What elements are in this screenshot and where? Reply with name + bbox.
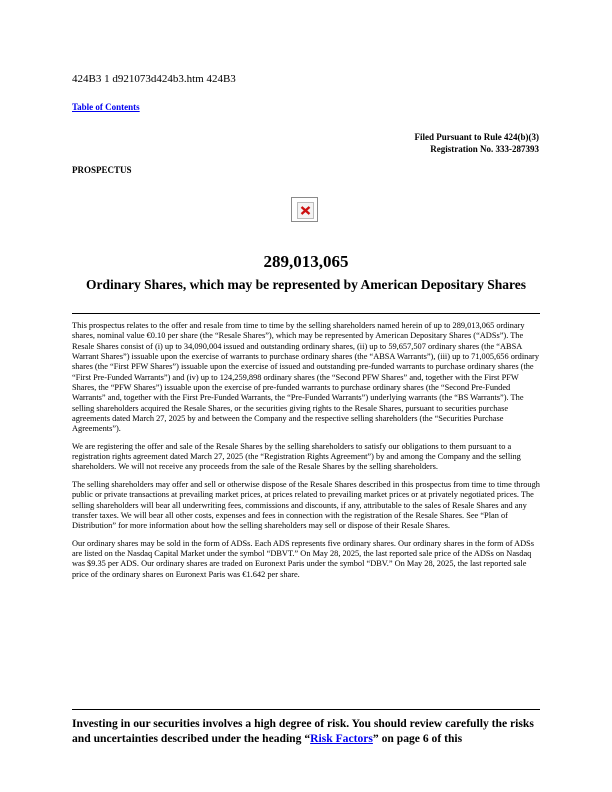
prospectus-label: PROSPECTUS bbox=[72, 165, 132, 175]
broken-image-frame bbox=[297, 202, 314, 219]
risk-factors-link[interactable]: Risk Factors bbox=[310, 732, 373, 745]
red-x-icon bbox=[298, 203, 313, 218]
top-divider bbox=[72, 313, 540, 314]
filing-header-line: 424B3 1 d921073d424b3.htm 424B3 bbox=[72, 73, 236, 85]
filing-info bbox=[415, 131, 540, 155]
paragraph-ads-listing: Our ordinary shares may be sold in the form of ADSs. Each ADS represents five ordinary shares. Our ordinary shares in the form of ADSs are listed on the Nasdaq Capital Market under the symbol “DBVT.” On May 28, 2025, the last reported sale price of the ADSs on Nasdaq was $9.35 per ADS. Our ordinary shares are traded on Euronext Paris under the symbol “DBV.” On May 28, 2025, the last reported sale price of the ordinary shares on Euronext Paris was €1.642 per share. bbox=[72, 538, 535, 579]
broken-image-icon bbox=[291, 197, 318, 222]
risk-text-after: ” on page 6 of this bbox=[372, 732, 463, 745]
bottom-divider bbox=[72, 709, 540, 710]
table-of-contents-link[interactable]: Table of Contents bbox=[72, 102, 140, 112]
share-title-heading: Ordinary Shares, which may be represented by American Depositary Shares bbox=[86, 277, 526, 292]
risk-text-before: Investing in our securities involves a high degree of risk. You should review carefully the risks and uncertainties described under the heading “ bbox=[72, 717, 534, 745]
risk-statement bbox=[72, 716, 542, 746]
filing-rule: Filed Pursuant to Rule 424(b)(3) bbox=[414, 132, 539, 142]
registration-number: Registration No. 333-287393 bbox=[430, 144, 539, 154]
share-count-heading: 289,013,065 bbox=[263, 252, 349, 271]
prospectus-body bbox=[72, 321, 542, 587]
paragraph-registration: We are registering the offer and sale of the Resale Shares by the selling shareholders to satisfy our obligations to them pursuant to a registration rights agreement dated March 27, 2025 (the “Registration Rights Agreement”) by and among the Company and the selling shareholders. We will not receive any proceeds from the sale of the Resale Shares by the selling shareholders. bbox=[72, 441, 521, 472]
paragraph-distribution: The selling shareholders may offer and sell or otherwise dispose of the Resale Shares described in this prospectus from time to time through public or private transactions at prevailing market prices, at prices related to prevailing market prices or at privately negotiated prices. The selling shareholders will bear all underwriting fees, commissions and discounts, if any, attributable to the sales of Resale Shares and any transfer taxes. We will bear all other costs, expenses and fees in connection with the registration of the Resale Shares. See “Plan of Distribution” for more information about how the selling shareholders may sell or dispose of their Resale Shares. bbox=[72, 479, 540, 531]
paragraph-resale-shares: This prospectus relates to the offer and resale from time to time by the selling shareholders named herein of up to 289,013,065 ordinary shares, nominal value €0.10 per share (the “Resale Shares”), which may be represented by American Depositary Shares (“ADSs”). The Resale Shares consist of (i) up to 34,090,004 issued and outstanding ordinary shares, (ii) up to 59,657,507 ordinary shares (the “ABSA Warrant Shares”) issuable upon the exercise of warrants to purchase ordinary shares (the “ABSA Warrants”), (iii) up to 71,005,656 ordinary shares (the “First PFW Shares”) issuable upon the exercise of issued and outstanding pre-funded warrants to purchase ordinary shares (the “First Pre-Funded Warrants”) and (iv) up to 124,259,898 ordinary shares (the “Second PFW Shares” and, together with the First PFW Shares, the “PFW Shares”) issuable upon the exercise of pre-funded warrants to purchase ordinary shares (the “Second Pre-Funded Warrants” and, together with the First Pre-Funded Warrants, the “Pre-Funded Warrants”) underlying warrants (the “BS Warrants”). The selling shareholders acquired the Resale Shares, or the securities giving rights to the Resale Shares, pursuant to securities purchase agreements dated March 27, 2025 by and between the Company and the respective selling shareholders (the “Securities Purchase Agreements”). bbox=[72, 321, 539, 434]
